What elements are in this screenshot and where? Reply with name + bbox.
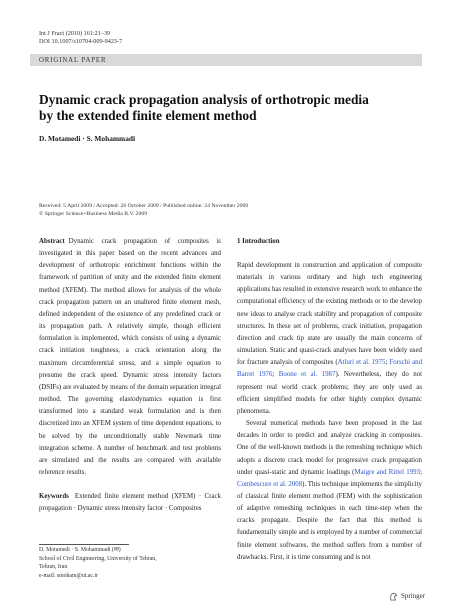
affiliation-city: Tehran, Iran xyxy=(39,564,68,571)
section-label: ORIGINAL PAPER xyxy=(39,57,107,64)
keywords-text: Extended finite element method (XFEM) · Crack propagation · Dynamic stress intensity factor · Composites xyxy=(39,493,221,513)
copyright-notice: © Springer Science+Business Media B.V. 2009 xyxy=(39,210,148,217)
right-column xyxy=(237,236,422,564)
journal-citation xyxy=(39,30,122,46)
keywords xyxy=(39,491,221,515)
publisher-logo xyxy=(389,592,425,601)
citation-link[interactable]: Forschi and Barret 1976 xyxy=(237,359,423,379)
left-column xyxy=(39,236,221,515)
affiliation-authors: D. Motamedi · S. Mohammadi (✉) xyxy=(39,547,121,553)
publication-dates xyxy=(39,203,248,218)
intro-paragraph-1: Rapid development in construction and application of composite materials in various ordinary and high tech engineering applications has resulted in extensive research work to enhance the computational efficiency of the existing methods or to the develop new ideas to analyse crack stability and propagation of composite structures. In these set of problems, crack initiation, propagation direction and crack tip state are usually the main concerns of simulation. Static and quasi-crack analyses have been widely used for fracture analysis of composites (Atluri et al. 1975; Forschi and Barret 1976; Boone et al. 1987). Nevertheless, they do not represent real world crack problems; they are only used as efficient simplified models for other highly complex dynamic phenomena. xyxy=(237,262,423,415)
journal-doi: DOI 10.1007/s10704-009-9423-7 xyxy=(39,38,123,46)
abstract xyxy=(39,236,221,479)
section-heading-introduction: 1 Introduction xyxy=(237,238,280,245)
footnote-rule xyxy=(39,544,129,545)
author-list: D. Motamedi · S. Mohammadi xyxy=(39,134,136,143)
intro-paragraph-2: Several numerical methods have been proposed in the last decades in order to predict and analyze cracking in composites. One of the well-known methods is the remeshing technique which adopts a discrete crack model for progressive crack propagation under quasi-static and dynamic loadings (Maigre and Rittel 1993; Combescure et al. 2008). This technique implements the simplicity of classical finite element method (FEM) with the sophistication of adaptive remeshing techniques in each time-step when the cracks propagate. Despite the fact that this method is fundamentally simple and is employed by a number of commercial finite element softwares, the method suffers from a number of drawbacks. First, it is time consuming and is not xyxy=(237,420,422,561)
author-affiliation xyxy=(39,546,157,580)
affiliation-school: School of Civil Engineering, University of Tehran, xyxy=(39,555,157,562)
keywords-label: Keywords xyxy=(39,493,69,501)
citation-link[interactable]: Maigre and Rittel 1993 xyxy=(354,468,421,476)
affiliation-email: e-mail: smoham@ut.ac.ir xyxy=(39,572,98,579)
springer-horse-icon xyxy=(389,592,398,601)
paper-title xyxy=(39,92,419,124)
citation-link[interactable]: Combescure et al. 2008 xyxy=(237,480,303,488)
citation-link[interactable]: Boone et al. 1987 xyxy=(278,371,336,379)
abstract-label: Abstract xyxy=(39,238,65,245)
paper-title-line-1: Dynamic crack propagation analysis of orthotropic media xyxy=(39,92,369,107)
journal-issue: Int J Fract (2010) 161:21–39 xyxy=(39,30,111,37)
citation-link[interactable]: Atluri et al. 1975 xyxy=(337,359,386,367)
history-dates: Received: 5 April 2009 / Accepted: 26 October 2009 / Published online: 24 November 2009 xyxy=(39,203,249,209)
paper-title-line-2: by the extended finite element method xyxy=(39,108,257,123)
abstract-text: Dynamic crack propagation of composites is investigated in this paper based on the recent advances and development of orthotropic enrichment functions within the framework of partition of unity and the extended finite element method (XFEM). The method allows for analysis of the whole crack propagation pattern on an unaltered finite element mesh, defined independent of the existence of any predefined crack or its propagation path. A relatively simple, though efficient formulation is implemented, which consists of using a dynamic crack initiation toughness, a crack orientation along the maximum circumferential stress, and a simple equation to presume the crack speed. Dynamic stress intensity factors (DSIFs) are evaluated by means of the domain separation integral method. The governing elastodynamics equation is first transformed into a standard weak formulation and is then discretized into an XFEM system of time dependent equations, to be solved by the unconditionally stable Newmark time integration scheme. A number of benchmark and test problems are simulated and the results are compared with available reference results. xyxy=(39,238,221,476)
publisher-name: Springer xyxy=(401,592,426,600)
